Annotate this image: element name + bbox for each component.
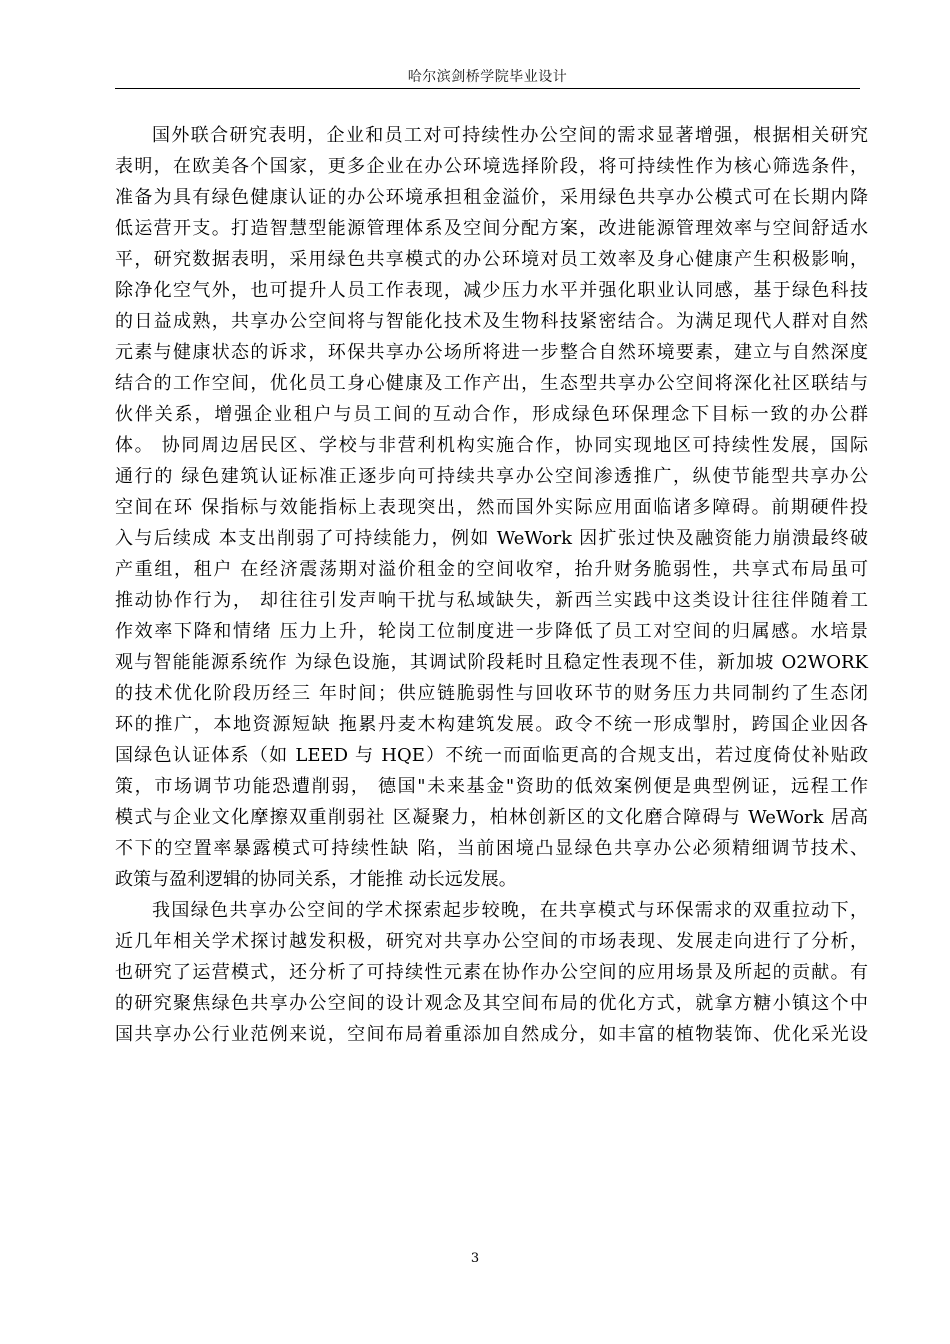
paragraph-1-line-9: 结合的工作空间，优化员工身心健康及工作产出，生态型共享办公空间将深化社区联结与 — [115, 373, 868, 394]
paragraph-1-line-18: 观与智能能源系统作 为绿色设施，其调试阶段耗时且稳定性表现不佳，新加坡 O2WORK — [115, 652, 868, 673]
paragraph-2-line-5: 国共享办公行业范例来说，空间布局着重添加自然成分，如丰富的植物装饰、优化采光设 — [115, 1024, 868, 1045]
paragraph-1-line-3: 准备为具有绿色健康认证的办公环境承担租金溢价，采用绿色共享办公模式可在长期内降 — [115, 187, 868, 208]
paragraph-1-line-13: 空间在环 保指标与效能指标上表现突出，然而国外实际应用面临诸多障碍。前期硬件投 — [115, 497, 868, 518]
paragraph-2-line-1: 我国绿色共享办公空间的学术探索起步较晚，在共享模式与环保需求的双重拉动下， — [152, 900, 868, 921]
paragraph-1-line-8: 元素与健康状态的诉求，环保共享办公场所将进一步整合自然环境要素，建立与自然深度 — [115, 342, 868, 363]
header-divider — [115, 88, 860, 89]
paragraph-1-line-21: 国绿色认证体系（如 LEED 与 HQE）不统一而面临更高的合规支出，若过度倚仗补贴政 — [115, 745, 868, 766]
paragraph-1-line-2: 表明，在欧美各个国家，更多企业在办公环境选择阶段，将可持续性作为核心筛选条件， — [115, 156, 868, 177]
paragraph-1-line-16: 推动协作行为， 却往往引发声响干扰与私域缺失，新西兰实践中这类设计往往伴随着工 — [115, 590, 868, 611]
paragraph-1-line-7: 的日益成熟，共享办公空间将与智能化技术及生物科技紧密结合。为满足现代人群对自然 — [115, 311, 868, 332]
paragraph-1-line-11: 体。 协同周边居民区、学校与非营利机构实施合作，协同实现地区可持续性发展，国际 — [115, 435, 868, 456]
paragraph-1-line-14: 入与后续成 本支出削弱了可持续能力，例如 WeWork 因扩张过快及融资能力崩溃最终破 — [115, 528, 868, 549]
paragraph-1-line-4: 低运营开支。打造智慧型能源管理体系及空间分配方案，改进能源管理效率与空间舒适水 — [115, 218, 868, 239]
paragraph-1-line-20: 环的推广，本地资源短缺 拖累丹麦木构建筑发展。政令不统一形成掣肘，跨国企业因各 — [115, 714, 868, 735]
paragraph-1-line-5: 平，研究数据表明，采用绿色共享模式的办公环境对员工效率及身心健康产生积极影响， — [115, 249, 868, 270]
paragraph-2-line-3: 也研究了运营模式，还分析了可持续性元素在协作办公空间的应用场景及所起的贡献。有 — [115, 962, 868, 983]
paragraph-1-line-22: 策，市场调节功能恐遭削弱， 德国"未来基金"资助的低效案例便是典型例证，远程工作 — [115, 776, 868, 797]
paragraph-2-line-2: 近几年相关学术探讨越发积极，研究对共享办公空间的市场表现、发展走向进行了分析， — [115, 931, 868, 952]
paragraph-1-line-15: 产重组，租户 在经济震荡期对溢价租金的空间收窄，抬升财务脆弱性，共享式布局虽可 — [115, 559, 868, 580]
paragraph-1-line-23: 模式与企业文化摩擦双重削弱社 区凝聚力，柏林创新区的文化磨合障碍与 WeWork 居高 — [115, 807, 868, 828]
running-header: 哈尔滨剑桥学院毕业设计 — [407, 69, 568, 85]
paragraph-1-line-19: 的技术优化阶段历经三 年时间；供应链脆弱性与回收环节的财务压力共同制约了生态闭 — [115, 683, 868, 704]
paragraph-1-line-10: 伙伴关系，增强企业租户与员工间的互动合作，形成绿色环保理念下目标一致的办公群 — [115, 404, 868, 425]
body-text — [115, 120, 868, 1050]
paragraph-1-line-12: 通行的 绿色建筑认证标准正逐步向可持续共享办公空间渗透推广，纵使节能型共享办公 — [115, 466, 868, 487]
paragraph-1-line-25: 政策与盈利逻辑的协同关系，才能推 动长远发展。 — [115, 869, 517, 890]
paragraph-1-line-24: 不下的空置率暴露模式可持续性缺 陷，当前困境凸显绿色共享办公必须精细调节技术、 — [115, 838, 868, 859]
paragraph-1-line-6: 除净化空气外，也可提升人员工作表现，减少压力水平并强化职业认同感，基于绿色科技 — [115, 280, 868, 301]
paragraph-1-line-17: 作效率下降和情绪 压力上升，轮岗工位制度进一步降低了员工对空间的归属感。水培景 — [115, 621, 868, 642]
paragraph-2-line-4: 的研究聚焦绿色共享办公空间的设计观念及其空间布局的优化方式，就拿方糖小镇这个中 — [115, 993, 868, 1014]
page-number: 3 — [470, 1251, 480, 1266]
paragraph-1-line-1: 国外联合研究表明，企业和员工对可持续性办公空间的需求显著增强，根据相关研究 — [152, 125, 868, 146]
